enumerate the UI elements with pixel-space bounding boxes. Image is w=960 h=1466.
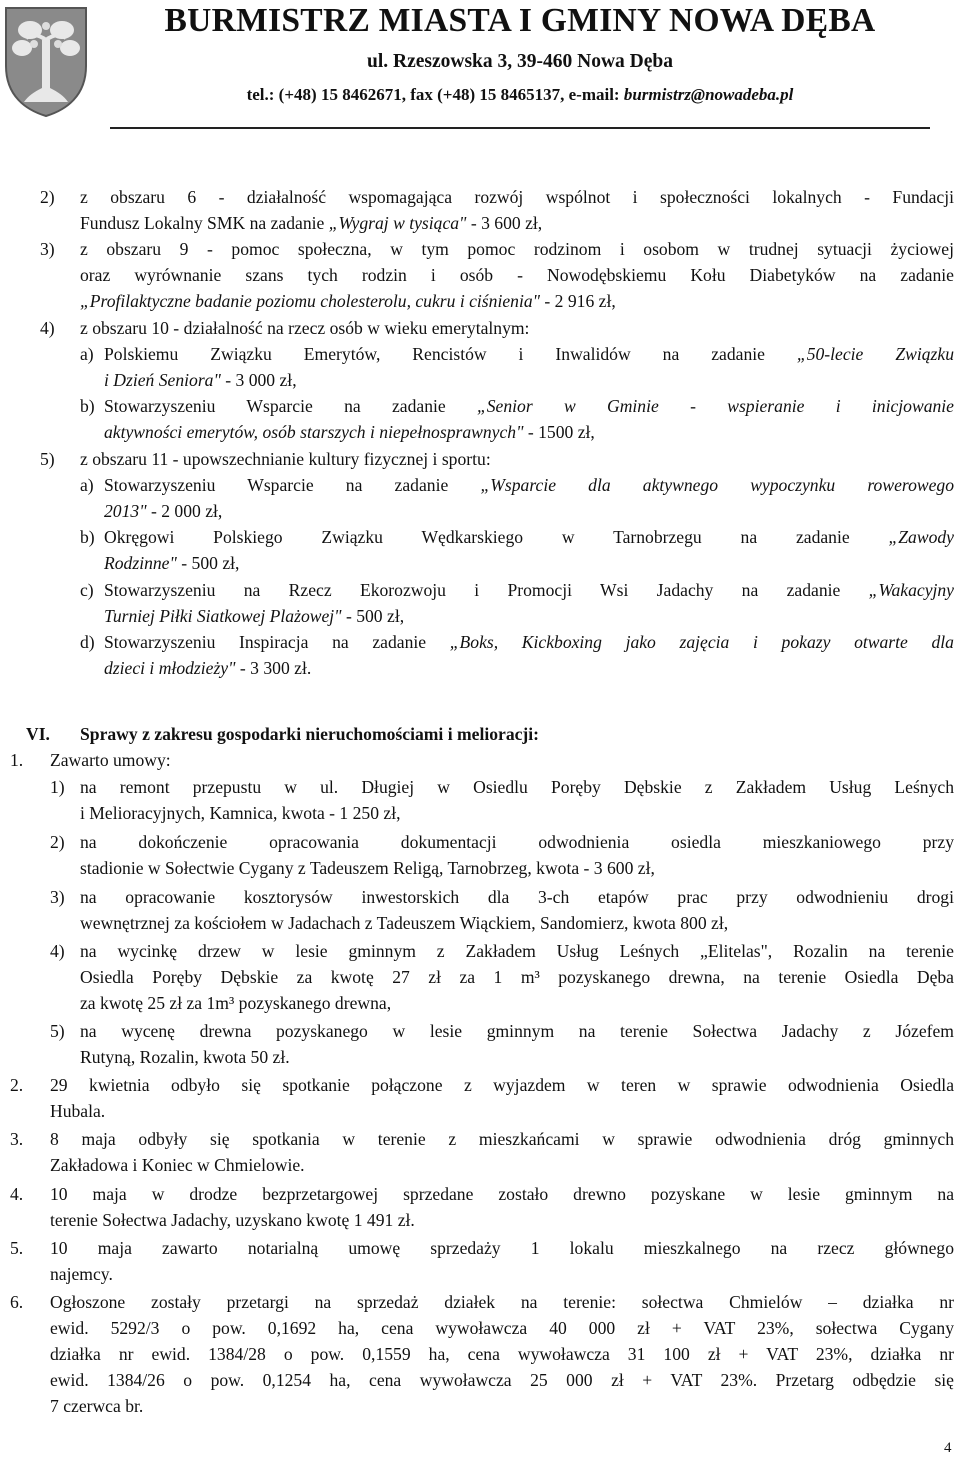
- point-2-label: 2.: [10, 1075, 24, 1095]
- item-4a-label: a): [80, 344, 94, 364]
- header-divider: [110, 127, 930, 129]
- point-4-line-2: terenie Sołectwa Jadachy, uzyskano kwotę 1 491 zł.: [50, 1210, 415, 1230]
- contact-email[interactable]: burmistrz@nowadeba.pl: [623, 85, 794, 104]
- contract-3-line-1: na opracowanie kosztorysów inwestorskich dla 3-ch etapów prac przy odwodnieniu drogi: [80, 887, 954, 907]
- item-5b-line-1: Okręgowi Polskiego Związku Wędkarskiego w Tarnobrzegu na zadanie „Zawody: [104, 527, 954, 547]
- item-5d-label: d): [80, 632, 95, 652]
- contract-1-label: 1): [50, 777, 65, 797]
- task-title: „Boks, Kickboxing jako zajęcia i pokazy otwarte dla: [449, 632, 954, 652]
- item-5b-line-2: Rodzinne" - 500 zł,: [104, 553, 240, 573]
- point-2-line-2: Hubala.: [50, 1101, 106, 1121]
- item-4b-line-1: Stowarzyszeniu Wsparcie na zadanie „Senior w Gminie - wspieranie i inicjowanie: [104, 396, 954, 416]
- point-5-line-1: 10 maja zawarto notarialną umowę sprzedaży 1 lokalu mieszkalnego na rzecz głównego: [50, 1238, 954, 1258]
- item-5c-line-1: Stowarzyszeniu na Rzecz Ekorozwoju i Promocji Wsi Jadachy na zadanie „Wakacyjny: [104, 580, 954, 600]
- contract-5-line-2: Rutyną, Rozalin, kwota 50 zł.: [80, 1047, 290, 1067]
- section-6-numeral: VI.: [26, 724, 50, 744]
- item-4a-line-2: i Dzień Seniora" - 3 000 zł,: [104, 370, 297, 390]
- letterhead: [0, 0, 960, 135]
- point-1-label: 1.: [10, 750, 24, 770]
- item-5d-line-2: dzieci i młodzieży" - 3 300 zł.: [104, 658, 312, 678]
- issuer-contact: [100, 85, 940, 105]
- item-2-line-2: Fundusz Lokalny SMK na zadanie „Wygraj w tysiąca" - 3 600 zł,: [80, 213, 543, 233]
- item-3-line-2: oraz wyrównanie szans tych rodzin i osób - Nowodębskiemu Kołu Diabetyków na zadanie: [80, 265, 954, 285]
- item-5a-line-2: 2013" - 2 000 zł,: [104, 501, 223, 521]
- contract-3-label: 3): [50, 887, 65, 907]
- item-2-label: 2): [40, 187, 55, 207]
- point-3-line-2: Zakładowa i Koniec w Chmielowie.: [50, 1155, 305, 1175]
- item-5a-label: a): [80, 475, 94, 495]
- item-5a-line-1: Stowarzyszeniu Wsparcie na zadanie „Wsparcie dla aktywnego wypoczynku rowerowego: [104, 475, 954, 495]
- point-6-line-4: ewid. 1384/26 o pow. 0,1254 ha, cena wywoławcza 25 000 zł + VAT 23%. Przetarg odbędzie się: [50, 1370, 954, 1390]
- contract-2-label: 2): [50, 832, 65, 852]
- item-5d-line-1: Stowarzyszeniu Inspiracja na zadanie „Boks, Kickboxing jako zajęcia i pokazy otwarte dla: [104, 632, 954, 652]
- contract-2-line-1: na dokończenie opracowania dokumentacji odwodnienia osiedla mieszkaniowego przy: [80, 832, 954, 852]
- task-title: „50-lecie Związku: [796, 344, 954, 364]
- item-5c-label: c): [80, 580, 94, 600]
- task-title: „Wygraj w tysiąca": [328, 213, 467, 233]
- task-title: „Senior w Gminie - wspieranie i inicjowanie: [476, 396, 954, 416]
- point-4-line-1: 10 maja w drodze bezprzetargowej sprzedane zostało drewno pozyskane w lesie gminnym na: [50, 1184, 954, 1204]
- contract-5-line-1: na wycenę drewna pozyskanego w lesie gminnym na terenie Sołectwa Jadachy z Józefem: [80, 1021, 954, 1041]
- item-5-line-1: z obszaru 11 - upowszechnianie kultury fizycznej i sportu:: [80, 449, 491, 469]
- item-4-label: 4): [40, 318, 55, 338]
- point-2-line-1: 29 kwietnia odbyło się spotkanie połączone z wyjazdem w teren w sprawie odwodnienia Osiedla: [50, 1075, 954, 1095]
- task-title: „Profilaktyczne badanie poziomu cholesterolu, cukru i ciśnienia": [80, 291, 541, 311]
- item-2-line-1: z obszaru 6 - działalność wspomagająca rozwój wspólnot i społeczności lokalnych - Fundacji: [80, 187, 954, 207]
- point-5-line-2: najemcy.: [50, 1264, 113, 1284]
- item-5b-label: b): [80, 527, 95, 547]
- point-6-line-5: 7 czerwca br.: [50, 1396, 144, 1416]
- item-3-line-1: z obszaru 9 - pomoc społeczna, w tym pomoc rodzinom i osobom w trudnej sytuacji życiowej: [80, 239, 954, 259]
- point-3-line-1: 8 maja odbyły się spotkania w terenie z mieszkańcami w sprawie odwodnienia dróg gminnych: [50, 1129, 954, 1149]
- contract-5-label: 5): [50, 1021, 65, 1041]
- page-number: 4: [944, 1440, 952, 1456]
- point-4-label: 4.: [10, 1184, 24, 1204]
- contract-1-line-2: i Melioracyjnych, Kamnica, kwota - 1 250 zł,: [80, 803, 401, 823]
- contract-4-line-2: Osiedla Poręby Dębskie za kwotę 27 zł za 1 m³ pozyskanego drewna, na terenie Osiedla Dęba: [80, 967, 954, 987]
- contract-4-label: 4): [50, 941, 65, 961]
- point-1-text: Zawarto umowy:: [50, 750, 171, 770]
- point-6-line-1: Ogłoszone zostały przetargi na sprzedaż działek na terenie: sołectwa Chmielów – działka nr: [50, 1292, 954, 1312]
- oak-tree-crest-icon: [2, 4, 90, 119]
- contact-phone-fax: tel.: (+48) 15 8462671, fax (+48) 15 8465137, e-mail:: [246, 85, 624, 104]
- contract-1-line-1: na remont przepustu w ul. Długiej w Osiedlu Poręby Dębskie z Zakładem Usług Leśnych: [80, 777, 954, 797]
- task-title: „Zawody: [888, 527, 954, 547]
- section-6-title: Sprawy z zakresu gospodarki nieruchomościami i melioracji:: [80, 724, 540, 744]
- issuer-title: BURMISTRZ MIASTA I GMINY NOWA DĘBA: [164, 2, 876, 39]
- item-3-label: 3): [40, 239, 55, 259]
- item-4-line-1: z obszaru 10 - działalność na rzecz osób w wieku emerytalnym:: [80, 318, 530, 338]
- item-5-label: 5): [40, 449, 55, 469]
- point-6-line-3: działka nr ewid. 1384/28 o pow. 0,1559 ha, cena wywoławcza 31 100 zł + VAT 23%, działka nr: [50, 1344, 954, 1364]
- item-4b-label: b): [80, 396, 95, 416]
- contract-4-line-3: za kwotę 25 zł za 1m³ pozyskanego drewna,: [80, 993, 392, 1013]
- point-6-label: 6.: [10, 1292, 24, 1312]
- contract-2-line-2: stadionie w Sołectwie Cygany z Tadeuszem Religą, Tarnobrzeg, kwota - 3 600 zł,: [80, 858, 655, 878]
- item-4b-line-2: aktywności emerytów, osób starszych i niepełnosprawnych" - 1500 zł,: [104, 422, 595, 442]
- item-4a-line-1: Polskiemu Związku Emerytów, Rencistów i Inwalidów na zadanie „50-lecie Związku: [104, 344, 954, 364]
- contract-4-line-1: na wycinkę drzew w lesie gminnym z Zakładem Usług Leśnych „Elitelas", Rozalin na terenie: [80, 941, 954, 961]
- item-3-line-3: „Profilaktyczne badanie poziomu cholesterolu, cukru i ciśnienia" - 2 916 zł,: [80, 291, 616, 311]
- point-3-label: 3.: [10, 1129, 24, 1149]
- task-title: „Wakacyjny: [868, 580, 954, 600]
- contract-3-line-2: wewnętrznej za kościołem w Jadachach z Tadeuszem Wiąckiem, Sandomierz, kwota 800 zł,: [80, 913, 729, 933]
- point-6-line-2: ewid. 5292/3 o pow. 0,1692 ha, cena wywoławcza 40 000 zł + VAT 23%, sołectwa Cygany: [50, 1318, 954, 1338]
- task-title: „Wsparcie dla aktywnego wypoczynku rowerowego: [480, 475, 954, 495]
- issuer-address: ul. Rzeszowska 3, 39-460 Nowa Dęba: [366, 51, 674, 72]
- item-5c-line-2: Turniej Piłki Siatkowej Plażowej" - 500 zł,: [104, 606, 405, 626]
- point-5-label: 5.: [10, 1238, 24, 1258]
